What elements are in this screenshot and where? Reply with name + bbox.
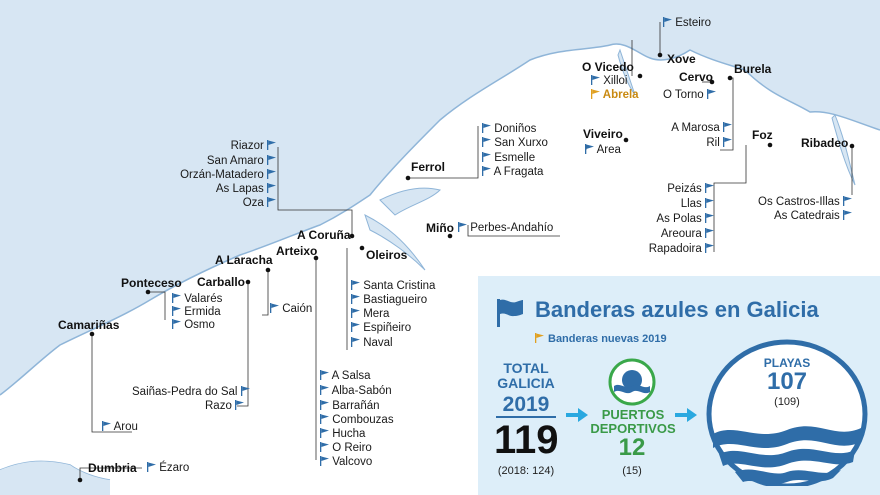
beach-san-xurxo: San Xurxo: [482, 137, 548, 150]
blue-flag-icon: [585, 144, 594, 154]
beach-sainas: Saiñas-Pedra do Sal: [132, 386, 250, 399]
blue-flag-icon: [843, 196, 852, 206]
blue-flag-icon: [458, 222, 467, 232]
blue-flag-icon: [235, 400, 244, 410]
blue-flag-icon: [843, 210, 852, 220]
town-arteixo: Arteixo: [276, 244, 318, 258]
blue-flag-icon: [267, 169, 276, 179]
beach-perbes: Perbes-Andahío: [458, 222, 553, 235]
blue-flag-icon: [320, 400, 329, 410]
beach-doninos: Doniños: [482, 123, 536, 136]
ports-previous: (15): [622, 465, 642, 477]
beach-areoura: Areoura: [661, 228, 714, 241]
blue-flag-icon: [705, 228, 714, 238]
town-a-coruna: A Coruña: [297, 228, 351, 242]
ria-ferrol: [380, 188, 440, 215]
blue-flag-icon: [267, 197, 276, 207]
blue-flag-icon: [320, 456, 329, 466]
beach-a-fragata: A Fragata: [482, 166, 543, 179]
new-flag-icon: [535, 333, 544, 343]
blue-flag-icon: [663, 17, 672, 27]
blue-flag-icon: [320, 370, 329, 380]
blue-flag-icon: [591, 75, 600, 85]
beach-ermida: Ermida: [172, 306, 221, 319]
town-carballo: Carballo: [197, 275, 246, 289]
blue-flag-icon: [482, 137, 491, 147]
town-ferrol: Ferrol: [411, 160, 446, 174]
town-camarinas: Camariñas: [58, 318, 120, 332]
blue-flag-icon: [705, 183, 714, 193]
beach-o-reiro: O Reiro: [320, 442, 372, 455]
town-xove: Xove: [667, 52, 696, 66]
beach-a-marosa: A Marosa: [671, 122, 732, 135]
blue-flag-icon: [320, 442, 329, 452]
beach-area: Area: [585, 144, 621, 157]
town-ribadeo: Ribadeo: [801, 136, 849, 150]
beach-arou: Arou: [102, 421, 138, 434]
beaches-label: PLAYAS: [763, 356, 811, 370]
ports-label: PUERTOS DEPORTIVOS: [590, 407, 676, 436]
port-badge-icon: [608, 358, 656, 406]
blue-flag-icon: [705, 213, 714, 223]
beach-valcovo: Valcovo: [320, 456, 372, 469]
beach-valares: Valarés: [172, 293, 222, 306]
arrow-right-icon: [566, 408, 588, 422]
blue-flag-icon: [482, 166, 491, 176]
panel-title: Banderas azules en Galicia: [535, 297, 819, 322]
town-burela: Burela: [734, 62, 772, 76]
blue-flag-icon: [267, 155, 276, 165]
blue-flag-icon: [270, 303, 279, 313]
town-oleiros: Oleiros: [366, 248, 408, 262]
beach-razo: Razo: [205, 400, 244, 413]
blue-flag-icon: [482, 152, 491, 162]
beach-esteiro: Esteiro: [663, 17, 711, 30]
beach-santa-cristina: Santa Cristina: [351, 280, 435, 293]
town-cervo: Cervo: [679, 70, 714, 84]
blue-flag-icon: [707, 89, 716, 99]
beach-ezaro: Ézaro: [147, 462, 189, 475]
beach-oza: Oza: [243, 197, 276, 210]
beach-bastiagueiro: Bastiagueiro: [351, 294, 427, 307]
ria-foz: [832, 115, 855, 185]
panel-subtitle: Banderas nuevas 2019: [548, 333, 667, 345]
beach-abrela: Abrela: [591, 89, 639, 102]
beach-naval: Naval: [351, 337, 393, 350]
blue-flag-icon: [241, 386, 250, 396]
blue-flag-icon: [102, 421, 111, 431]
total-year: 2019: [502, 393, 550, 416]
blue-flag-icon: [147, 462, 156, 472]
beaches-value: 107: [766, 368, 808, 395]
blue-flag-icon: [172, 319, 181, 329]
blue-flag-icon: [496, 298, 524, 328]
town-ponteceso: Ponteceso: [121, 276, 182, 290]
new-flag-icon: [591, 89, 600, 99]
beach-hucha: Hucha: [320, 428, 365, 441]
beaches-previous: (109): [774, 396, 800, 408]
blue-flag-icon: [172, 306, 181, 316]
line-camarinas: [92, 334, 132, 432]
blue-flag-icon: [267, 183, 276, 193]
blue-flag-icon: [320, 428, 329, 438]
beach-llas: Llas: [681, 198, 714, 211]
beach-mera: Mera: [351, 308, 389, 321]
blue-flag-icon: [705, 198, 714, 208]
beach-osmo: Osmo: [172, 319, 215, 332]
blue-flag-icon: [351, 280, 360, 290]
beach-combouzas: Combouzas: [320, 414, 394, 427]
blue-flag-icon: [351, 322, 360, 332]
blue-flag-icon: [482, 123, 491, 133]
beach-a-salsa: A Salsa: [320, 370, 371, 383]
ports-value: 12: [618, 434, 646, 461]
blue-flag-icon: [320, 385, 329, 395]
beach-as-catedrais: As Catedrais: [774, 210, 852, 223]
total-value: 119: [494, 418, 559, 462]
town-viveiro: Viveiro: [583, 127, 623, 141]
blue-flag-icon: [351, 308, 360, 318]
town-a-laracha: A Laracha: [215, 253, 273, 267]
town-dumbria: Dumbria: [88, 461, 137, 475]
beach-peizas: Peizás: [667, 183, 714, 196]
beach-riazor: Riazor: [231, 140, 276, 153]
blue-flag-icon: [320, 414, 329, 424]
blue-flag-icon: [267, 140, 276, 150]
town-foz: Foz: [752, 128, 773, 142]
beach-barranan: Barrañán: [320, 400, 380, 413]
beach-ril: Ril: [706, 137, 732, 150]
beach-xilloi: Xilloi: [591, 75, 628, 88]
blue-flag-icon: [723, 137, 732, 147]
beach-caion: Caión: [270, 303, 312, 316]
total-previous: (2018: 124): [497, 465, 555, 477]
beach-as-lapas: As Lapas: [216, 183, 276, 196]
beach-san-amaro: San Amaro: [207, 155, 276, 168]
beach-espineiro: Espiñeiro: [351, 322, 411, 335]
line-foz: [714, 145, 746, 252]
town-mino: Miño: [426, 221, 454, 235]
beach-o-torno: O Torno: [663, 89, 716, 102]
total-label: TOTAL GALICIA: [497, 360, 555, 391]
beach-alba-sabon: Alba-Sabón: [320, 385, 392, 398]
beach-rapadoira: Rapadoira: [649, 243, 714, 256]
beach-as-polas: As Polas: [656, 213, 714, 226]
town-o-vicedo: O Vicedo: [582, 60, 634, 74]
blue-flag-icon: [723, 122, 732, 132]
beach-os-castros: Os Castros-Illas: [758, 196, 852, 209]
blue-flag-icon: [172, 293, 181, 303]
beach-esmelle: Esmelle: [482, 152, 535, 165]
blue-flag-icon: [705, 243, 714, 253]
blue-flag-icon: [351, 294, 360, 304]
blue-flag-icon: [351, 337, 360, 347]
beach-orzan: Orzán-Matadero: [180, 169, 276, 182]
line-alaracha: [262, 270, 268, 315]
